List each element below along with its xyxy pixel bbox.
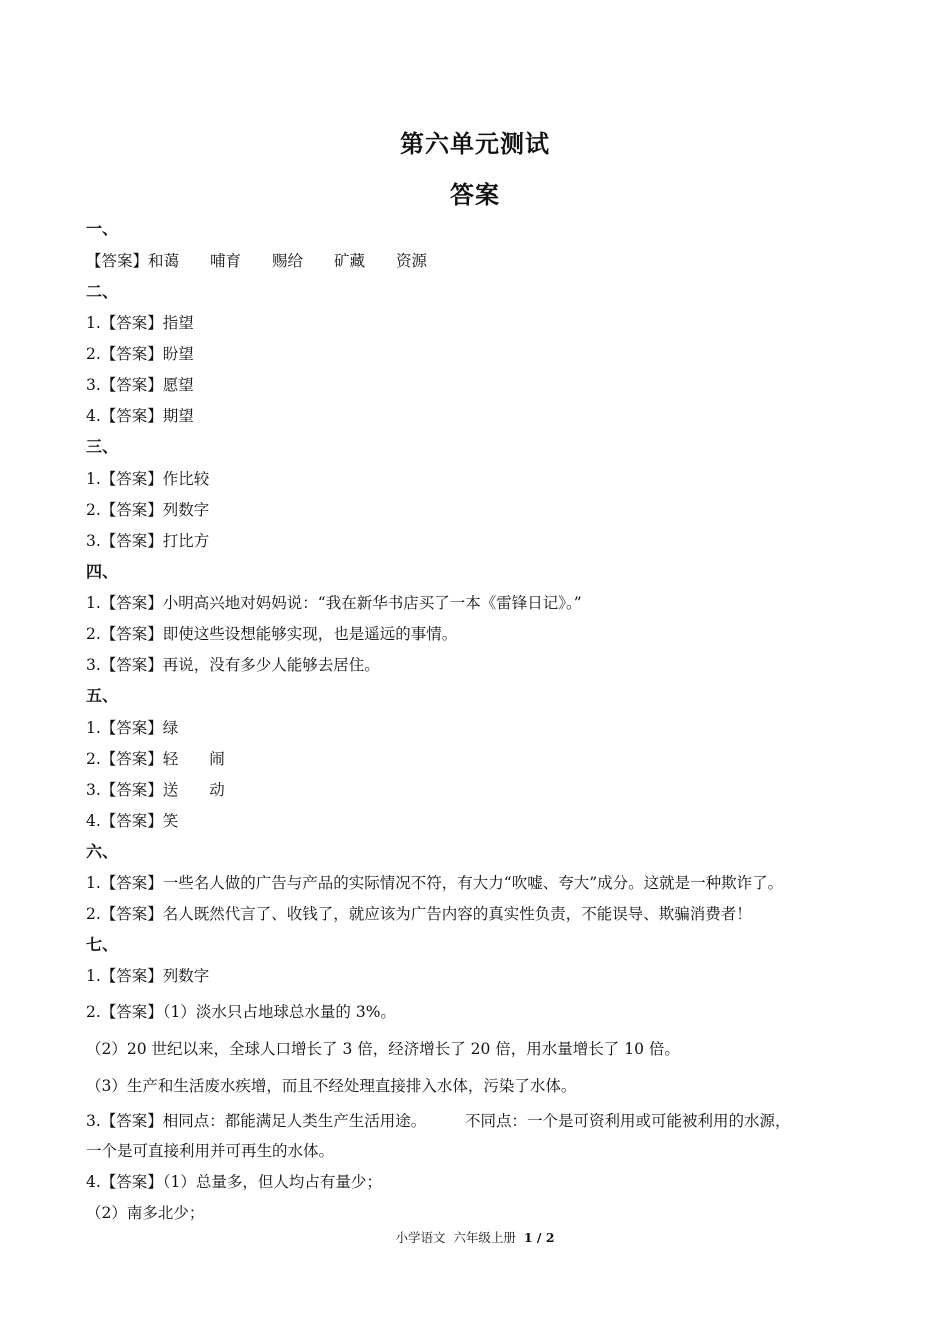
section-heading: 二、 — [86, 282, 119, 301]
answer-line: 3.【答案】送 动 — [86, 781, 225, 799]
page-title: 第六单元测试 — [400, 130, 550, 158]
answer-line: 4.【答案】期望 — [86, 407, 194, 425]
answer-line: 2.【答案】名人既然代言了、收钱了，就应该为广告内容的真实性负责，不能误导、欺骗消费者！ — [86, 905, 752, 923]
answer-line: 4.【答案】笑 — [86, 812, 179, 830]
page-subtitle: 答案 — [450, 181, 500, 209]
answer-line: 一个是可直接利用并可再生的水体。 — [86, 1142, 335, 1160]
section-heading: 一、 — [86, 219, 119, 238]
answer-line: 3.【答案】愿望 — [86, 376, 194, 394]
section-heading: 三、 — [86, 437, 119, 456]
section-heading: 六、 — [86, 842, 119, 861]
section-heading: 五、 — [86, 686, 119, 705]
answer-line: （2）20 世纪以来，全球人口增长了 3 倍，经济增长了 20 倍，用水量增长了 10 倍。 — [86, 1040, 680, 1058]
answer-line: 2.【答案】列数字 — [86, 501, 210, 519]
answer-line: 1.【答案】绿 — [86, 719, 179, 737]
answer-line: 1.【答案】作比较 — [86, 470, 210, 488]
answer-line: 2.【答案】即使这些设想能够实现，也是遥远的事情。 — [86, 625, 458, 643]
answer-line: 3.【答案】再说，没有多少人能够去居住。 — [86, 656, 380, 674]
answer-line: 1.【答案】列数字 — [86, 967, 210, 985]
answer-line: 1.【答案】小明高兴地对妈妈说：“我在新华书店买了一本《雷锋日记》。” — [86, 594, 582, 612]
answer-line: 3.【答案】打比方 — [86, 532, 210, 550]
page-number: 1 / 2 — [523, 1230, 555, 1245]
answer-line: 【答案】和蔼 哺育 赐给 矿藏 资源 — [86, 252, 428, 270]
answer-line: 2.【答案】盼望 — [86, 345, 194, 363]
section-heading: 七、 — [86, 935, 119, 954]
footer-course: 小学语文 六年级上册 — [395, 1230, 524, 1245]
answer-line: 4.【答案】（1）总量多，但人均占有量少； — [86, 1173, 382, 1191]
answer-line: （2）南多北少； — [86, 1204, 205, 1222]
answer-line: 2.【答案】轻 闹 — [86, 750, 225, 768]
answer-line: 1.【答案】一些名人做的广告与产品的实际情况不符，有大力“吹嘘、夸大”成分。这就是一种欺诈了。 — [86, 874, 784, 892]
answer-line: （3）生产和生活废水疾增，而且不经处理直接排入水体，污染了水体。 — [86, 1077, 577, 1095]
page-footer — [0, 1228, 950, 1246]
answer-line: 3.【答案】相同点：都能满足人类生产生活用途。 不同点：一个是可资利用或可能被利用的水源， — [86, 1112, 791, 1130]
answer-line: 1.【答案】指望 — [86, 314, 194, 332]
answer-line: 2.【答案】（1）淡水只占地球总水量的 3%。 — [86, 1003, 396, 1021]
section-heading: 四、 — [86, 562, 119, 581]
